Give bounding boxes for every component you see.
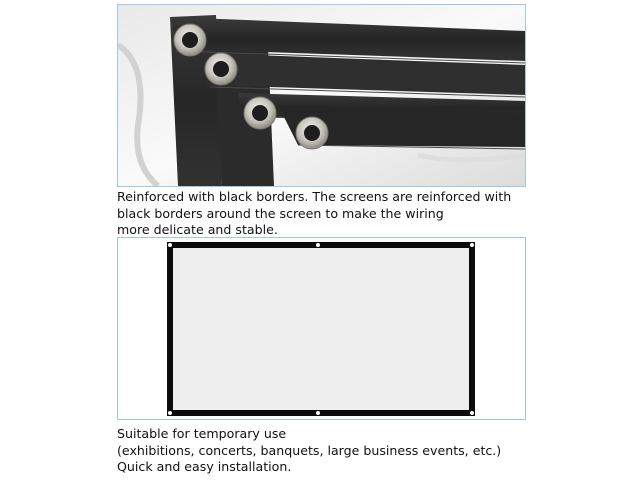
border-caption: [117, 189, 511, 239]
caption-line: black borders around the screen to make the wiring: [117, 205, 444, 221]
corner-grommet-icon: [470, 411, 474, 415]
screen-image: [118, 238, 525, 419]
caption-line: more delicate and stable.: [117, 222, 278, 237]
screen-surface: [173, 248, 469, 410]
corner-grommet-icon: [470, 243, 474, 247]
corner-grommet-icon: [168, 411, 172, 415]
caption-line: (exhibitions, concerts, banquets, large business events, etc.): [117, 442, 502, 458]
bottom-grommet-icon: [316, 411, 320, 415]
grommet-border-image: [118, 5, 525, 186]
top-grommet-icon: [316, 243, 320, 247]
corner-grommet-icon: [168, 243, 172, 247]
border-closeup-photo: [117, 4, 526, 187]
grommet-icon: [296, 117, 328, 149]
caption-line: Quick and easy installation.: [117, 459, 292, 474]
grommet-icon: [205, 53, 237, 85]
grommet-icon: [174, 24, 206, 56]
grommet-icon: [244, 97, 276, 129]
caption-line: Reinforced with black borders. The screens are reinforced with: [117, 189, 512, 204]
projection-screen-illustration: [117, 237, 526, 420]
usage-caption: [117, 426, 501, 476]
caption-line: Suitable for temporary use: [117, 426, 287, 441]
